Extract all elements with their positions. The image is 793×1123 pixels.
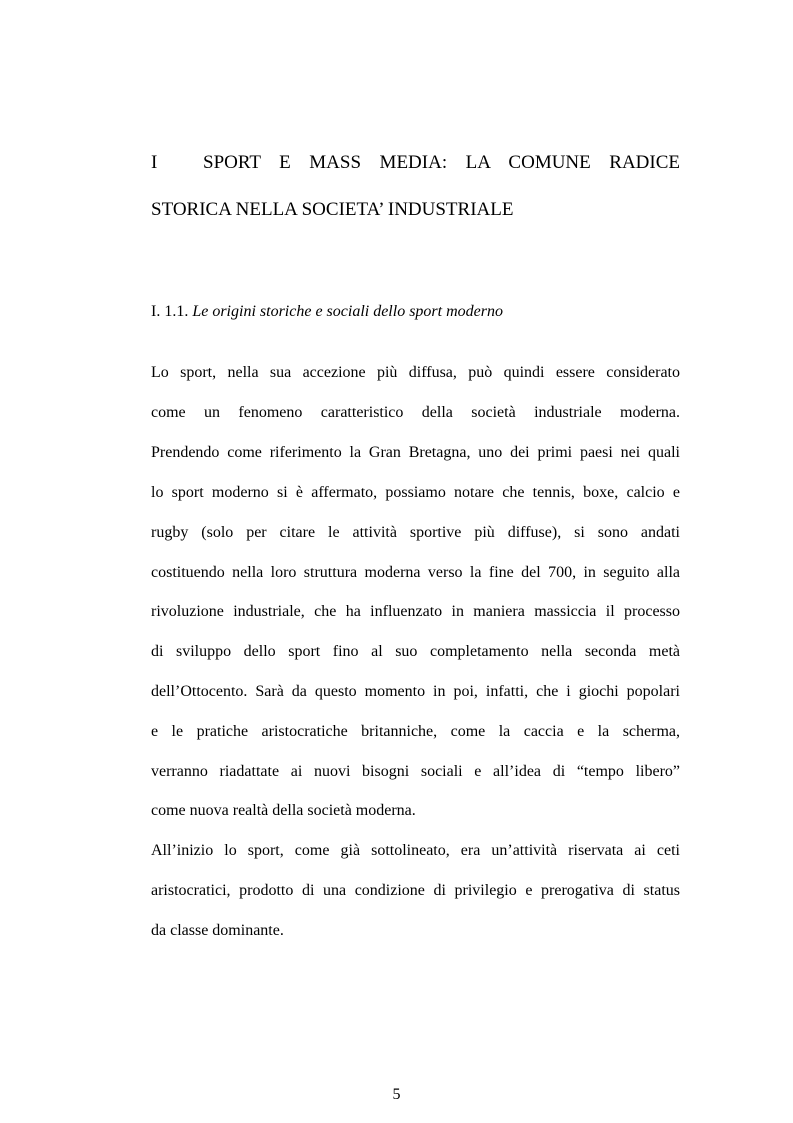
chapter-title-line-2: STORICA NELLA SOCIETA’ INDUSTRIALE [151,199,514,220]
body-line: come nuova realtà della società moderna. [151,802,416,819]
chapter-number: I [151,152,158,173]
body-line: dell’Ottocento. Sarà da questo momento in poi, infatti, che i giochi popolari [151,683,680,700]
body-line: aristocratici, prodotto di una condizione di privilegio e prerogativa di status [151,882,680,899]
body-line: da classe dominante. [151,922,284,939]
body-line: verranno riadattate ai nuovi bisogni sociali e all’idea di “tempo libero” [151,763,680,780]
body-line: e le pratiche aristocratiche britanniche, come la caccia e la scherma, [151,723,680,740]
chapter-title-line-1: SPORT E MASS MEDIA: LA COMUNE RADICE [203,152,680,173]
body-line: costituendo nella loro struttura moderna verso la fine del 700, in seguito alla [151,564,680,581]
page-number: 5 [392,1086,401,1103]
body-line: come un fenomeno caratteristico della società industriale moderna. [151,404,680,421]
section-title: Le origini storiche e sociali dello sport moderno [192,303,503,320]
body-line: All’inizio lo sport, come già sottolineato, era un’attività riservata ai ceti [151,842,680,859]
body-line: Prendendo come riferimento la Gran Bretagna, uno dei primi paesi nei quali [151,444,680,461]
chapter-heading-line-1 [151,151,680,175]
section-number: I. 1.1. [151,303,189,320]
body-line: lo sport moderno si è affermato, possiamo notare che tennis, boxe, calcio e [151,484,680,501]
body-line: Lo sport, nella sua accezione più diffusa, può quindi essere considerato [151,364,680,381]
body-line: rugby (solo per citare le attività sportive più diffuse), si sono andati [151,524,680,541]
body-line: rivoluzione industriale, che ha influenzato in maniera massiccia il processo [151,603,680,620]
body-line: di sviluppo dello sport fino al suo completamento nella seconda metà [151,643,680,660]
section-heading [151,302,503,322]
